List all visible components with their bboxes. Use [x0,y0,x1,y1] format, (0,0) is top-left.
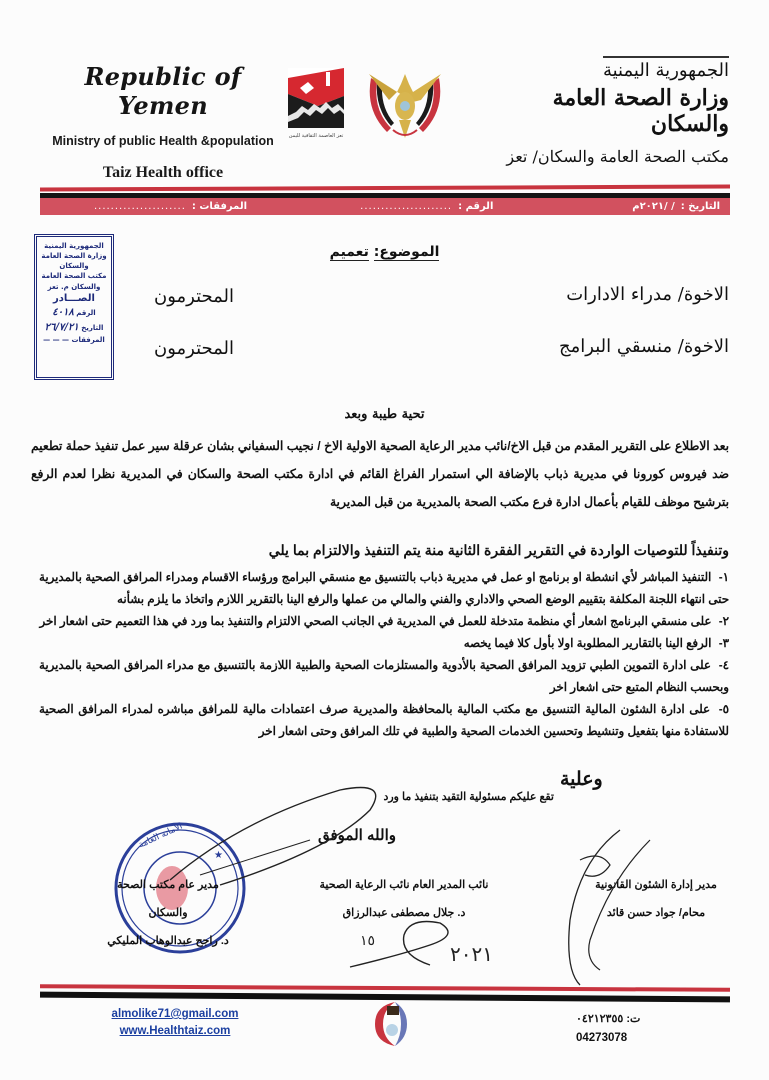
handwritten-date: ٢٠٢١ [450,942,493,966]
signatory-title: مدير إدارة الشئون القانونية [595,879,717,891]
yemen-eagle-crest-icon [365,70,445,145]
ref-attachments [50,201,247,212]
recommendation-item [39,698,729,742]
signatory-general-director [98,871,238,955]
addressee-1-honorific: المحترمون [154,286,235,307]
ref-attachments-value: ...................... [93,201,186,212]
svg-text:١٥: ١٥ [360,933,376,949]
stamp-line3: مكتب الصحة العامة والسكان م. تعز [41,272,107,291]
ref-date [493,201,720,212]
reference-bar [40,198,730,215]
subject-label: الموضوع: [373,244,440,260]
stamp-title: الصـــادر [53,292,95,304]
recommendation-text: على ادارة الشئون المالية التنسيق مع مكتب المالية بالمحافظة والمديرية صرف اعتمادات مالية للمرافق مباشره لمدراء المرافق الصحية للاستفادة منها بتفعيل وتنشيط وتحسين الخدمات الصحية والطبية في تلك المرافق وحتى اشعار اخر [39,702,729,738]
subject-value: تعميم [329,244,369,260]
recommendations-intro: وتنفيذاً للتوصيات الواردة في التقرير الفقرة الثانية منة يتم التنفيذ والالتزام بما يلي [268,542,729,558]
stamp-attachments-label: المرفقات [71,336,105,345]
stamp-line1: الجمهورية اليمنية [44,242,104,250]
office-title-en: Taiz Health office [102,164,224,181]
stamp-number-row [40,306,108,321]
recommendation-number: ٥- [718,702,729,716]
signatory-name: د. جلال مصطفى عبدالرزاق [342,907,466,919]
signatory-title: مدير عام مكتب الصحة والسكان [117,879,219,919]
closing-word: وعلية [560,769,603,790]
header-red-stripe [40,184,730,191]
signatory-legal-affairs [581,871,731,927]
recommendations-list [39,566,729,742]
ref-number [247,201,493,212]
letterhead-english [48,62,278,182]
recommendation-number: ٢- [718,614,729,628]
recommendation-item [39,654,729,698]
recommendation-number: ١- [718,570,730,584]
closing-line: تقع عليكم مسئولية التقيد بتنفيذ ما ورد [383,791,554,803]
footer-website-link[interactable]: www.Healthtaiz.com [119,1025,231,1037]
svg-text:★: ★ [214,850,223,861]
ministry-title-en: Ministry of public Health &population [52,134,274,148]
stamp-number-label: الرقم [76,309,96,318]
ref-attachments-label: المرفقات : [191,201,248,212]
office-title-ar: مكتب الصحة العامة والسكان/ تعز [506,147,729,166]
stamp-date-row [40,321,108,336]
recommendation-text: التنفيذ المباشر لأي انشطة او برنامج او عمل في مديرية ذباب بالتنسيق مع منسقي البرامج ورؤساء الاقسام ومدراء المرافق الصحية بالمديرية حتى انتهاء اللجنة المكلفة بتقييم الوضع الصحي والاداري والفني والمالي من عملها والرفع الينا بالتقرير اللازم واتخاذ ما يلزم بشأنه [39,570,729,606]
stamp-attachments-row [40,335,108,345]
recommendation-text: على ادارة التموين الطبي تزويد المرافق الصحية بالأدوية والمستلزمات الصحية والطبية اللازمة بالتنسيق مع مدراء المرافق الصحية بالمديرية وبحسب النظام المتبع حتى اشعار اخر [39,658,729,694]
greeting: تحية طيبة وبعد [344,407,425,422]
taiz-logo-caption: تعز العاصمة الثقافية لليمن [288,133,344,139]
footer-red-stripe [40,984,730,992]
footer-phone-2: 04273078 [576,1032,628,1044]
footer-email-link[interactable]: almolike71@gmail.com [111,1008,239,1020]
letterhead-arabic [469,56,729,166]
recommendation-item [39,566,729,610]
ref-number-value: ...................... [360,201,453,212]
signatory-name: د. راجح عبدالوهاب المليكي [107,935,229,947]
ref-date-label: التاريخ : [680,201,720,212]
stamp-date-label: التاريخ [81,323,104,332]
signatory-name: محام/ جواد حسن قائد [606,907,706,919]
stamp-number-value: ٤٠١٨ [52,307,74,319]
stamp-line2: وزارة الصحة العامة والسكان [41,252,107,271]
ministry-title-ar: وزارة الصحة العامة والسكان [552,85,729,137]
signatory-deputy-director [314,871,494,927]
svg-text:الأمانة العامة: الأمانة العامة [137,821,185,851]
ref-number-label: الرقم : [458,201,494,212]
taiz-city-logo-icon [288,68,344,128]
footer-phone-1: ت: ٠٤٢١٢٣٥٥ [576,1013,641,1025]
recommendation-item [39,632,729,654]
footer-contact-links [105,1006,245,1040]
recommendation-number: ٤- [718,658,729,672]
addressee-2-honorific: المحترمون [154,338,235,359]
recommendation-text: على منسقي البرنامج اشعار أي منظمة متدخلة للعمل في المديرية في الجانب الصحي الالتزام والتنفيذ بما ورد في هذا التعميم حتى اشعار اخر [39,614,712,628]
republic-title-ar: الجمهورية اليمنية [603,56,729,81]
recommendation-item [39,610,729,632]
stamp-attachments-value: — — — [43,336,70,345]
signatory-title: نائب المدير العام نائب الرعاية الصحية [319,879,489,891]
closing-god-grants-success: والله الموفق [318,827,396,844]
subject-line [0,244,769,260]
republic-title-en: Republic of Yemen [84,62,242,120]
ref-date-value: / /٢٠٢١م [632,201,675,212]
recommendation-text: الرفع الينا بالتقارير المطلوبة اولا بأول كلا فيما يخصه [463,636,712,650]
addressee-2: الاخوة/ منسقي البرامج [559,336,729,357]
body-paragraph-1: بعد الاطلاع على التقرير المقدم من قبل الاخ/نائب مدير الرعاية الصحية الاولية الاخ / نجيب السفياني بشان عرقلة سير عمل تنفيذ حملة تطعيم ضد فيروس كورونا في مديرية ذباب بالإضافة الي استمرار الفراغ القائم في ادارة مكتب الصحة والسكان في المديرية نظرا لعدم الرفع بترشيح موظف للقيام بأعمال ادارة فرع مكتب الصحة بالمديرية من قبل المديرية [31,439,729,509]
addressee-1: الاخوة/ مدراء الادارات [566,284,729,305]
footer-phones [576,1010,640,1048]
health-office-logo-icon [373,1000,409,1048]
stamp-date-value: ٢٦/٧/٢١ [44,321,79,333]
recommendation-number: ٣- [718,636,729,650]
